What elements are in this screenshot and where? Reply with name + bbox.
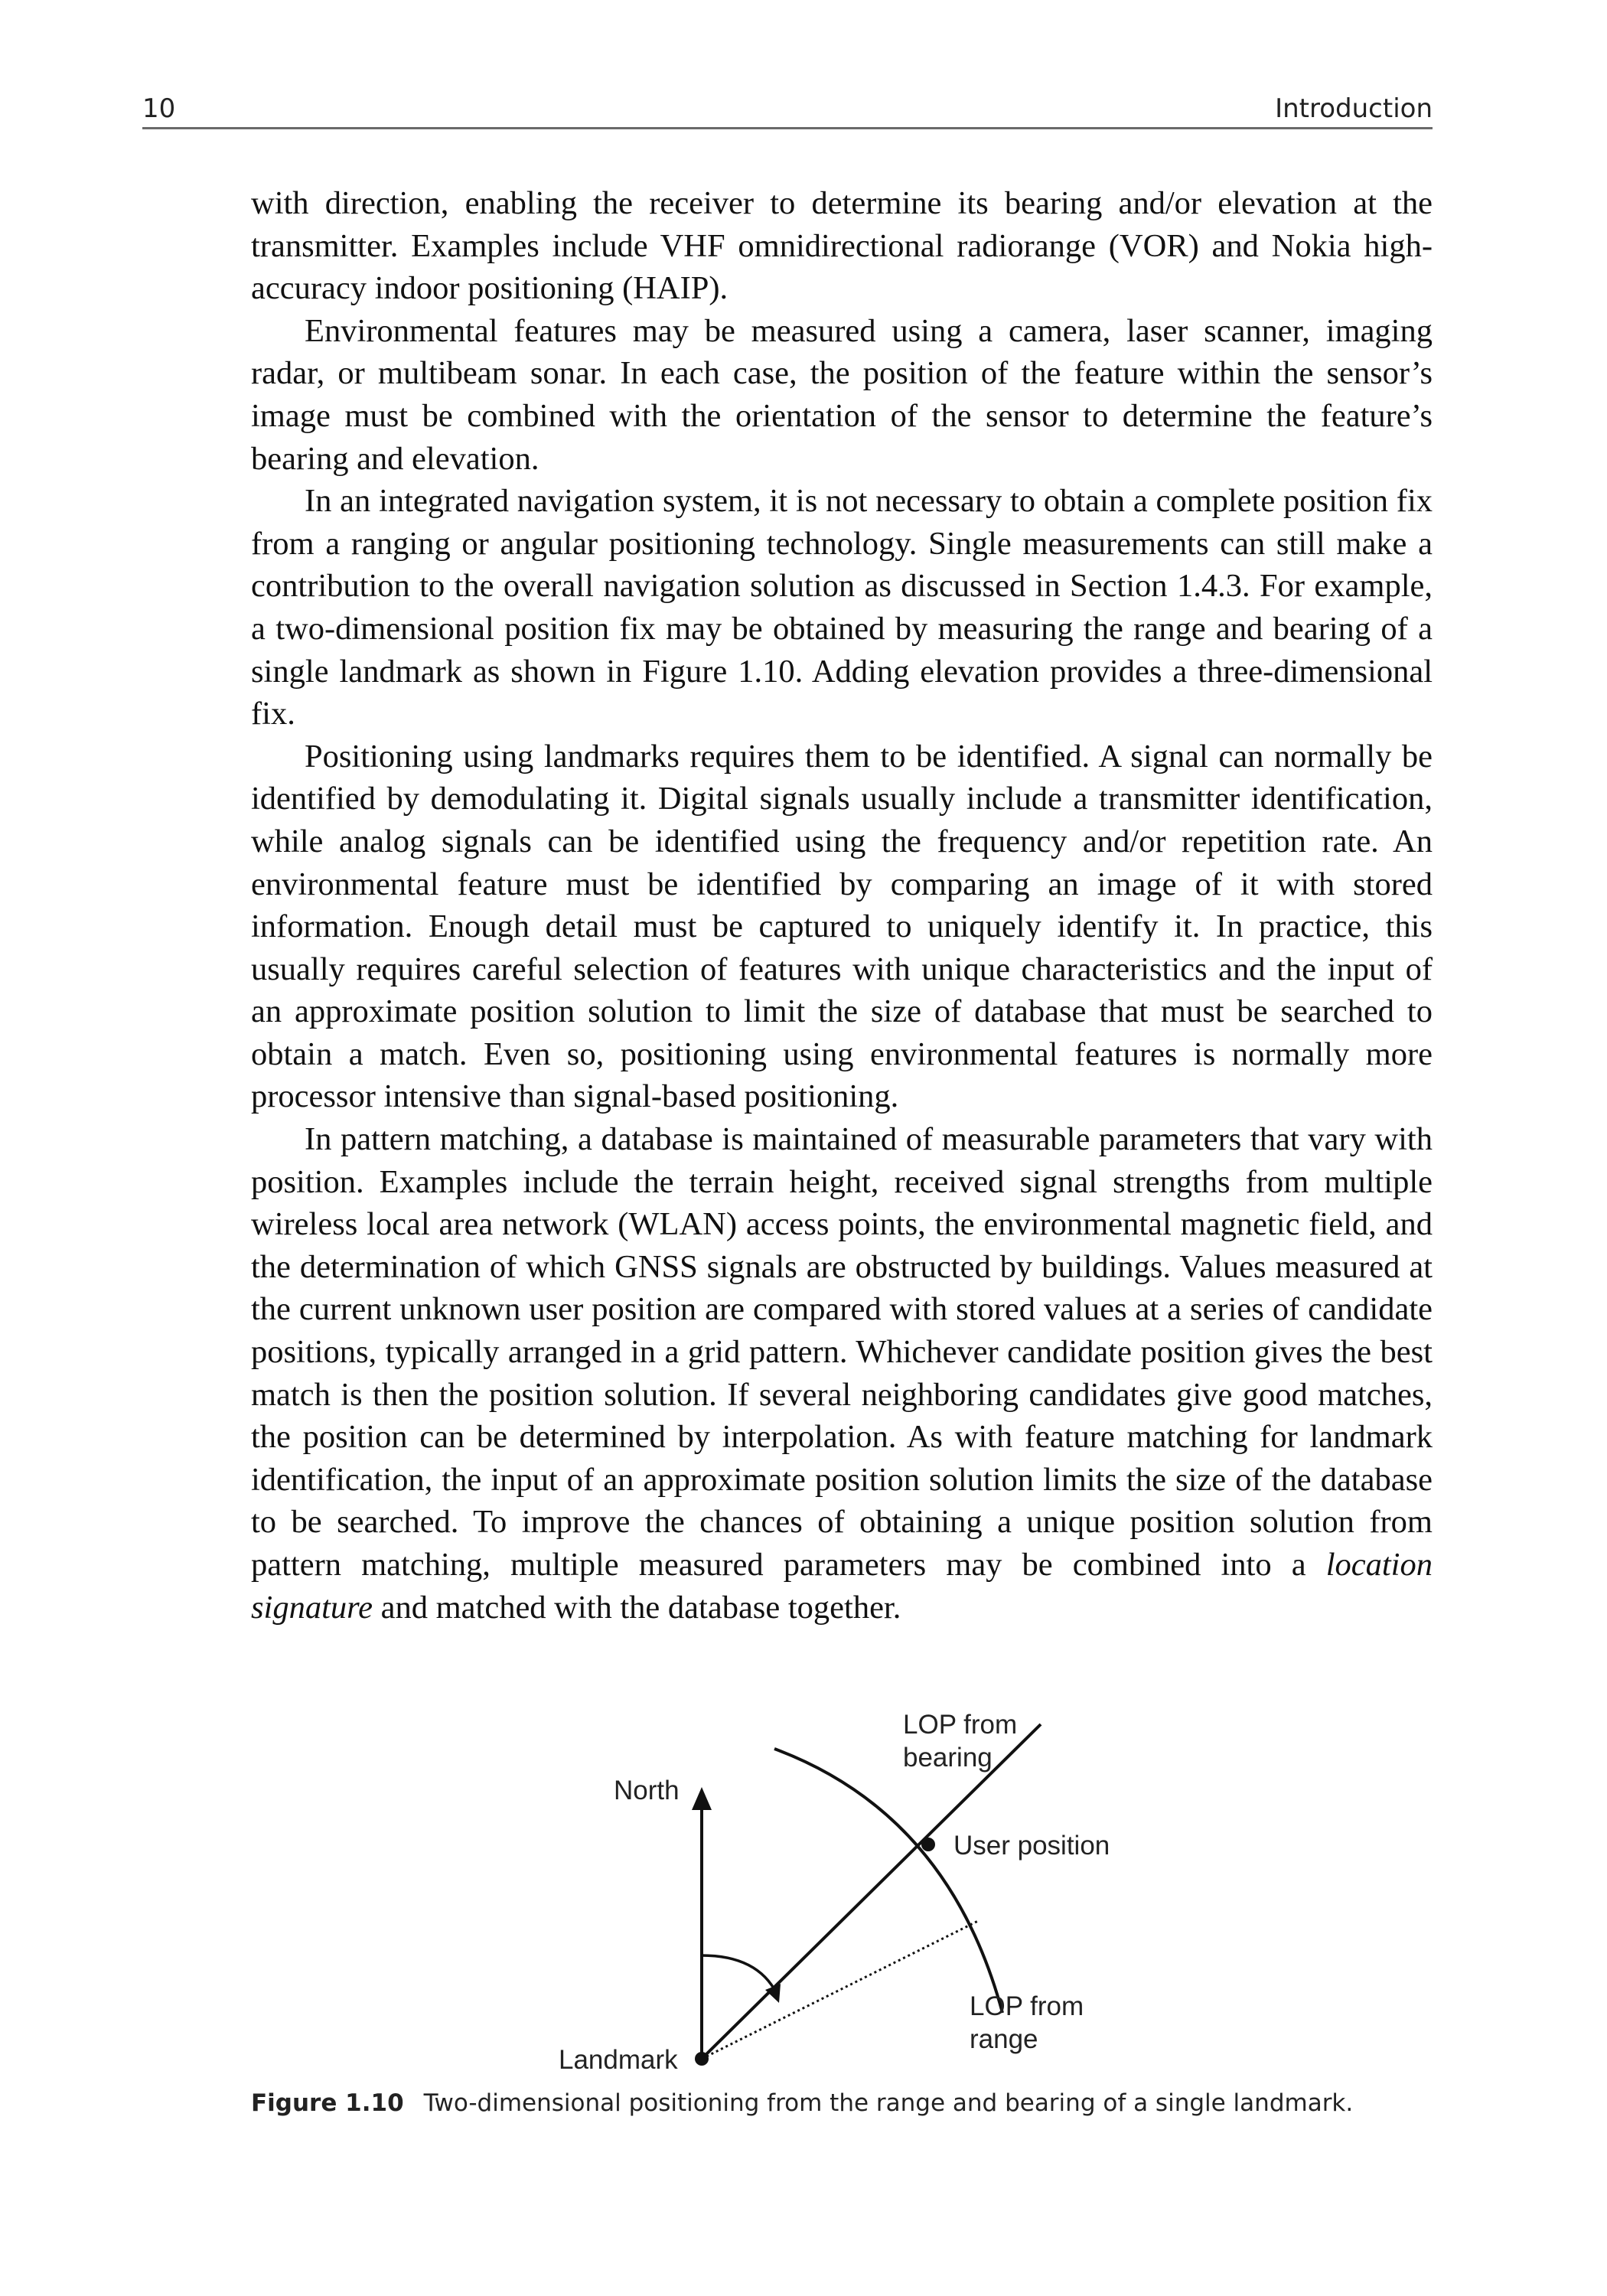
emphasis-location-signature: location signature — [251, 1547, 1433, 1626]
landmark-dot — [695, 2052, 709, 2066]
lop-bearing-label-line2: bearing — [903, 1743, 993, 1773]
paragraph-4: Positioning using landmarks requires them to be identified. A signal can normally be identified by demodulating it. Digital signals usually include a transmitter identification, while analog signals can be identified using the frequency and/or repetition rate. An environmental feature must be identified by comparing an image of it with stored information. Enough detail must be captured to uniquely identify it. In practice, this usually requires careful selection of features with unique characteristics and the input of an approximate position solution to limit the size of database that must be searched to obtain a match. Even so, positioning using environmental features is normally more processor intensive than signal-based positioning. — [251, 738, 1433, 1115]
paragraph-5-end: and matched with the database together. — [380, 1589, 901, 1626]
paragraph-2: Environmental features may be measured using a camera, laser scanner, imaging radar, or multibeam sonar. In each case, the position of the feature within the sensor’s image must be combined with the orientation of the sensor to determine the feature’s bearing and elevation. — [251, 312, 1433, 477]
lop-bearing-label-line1: LOP from — [903, 1710, 1018, 1740]
chapter-title: Introduction — [1275, 93, 1433, 124]
page-number: 10 — [142, 93, 176, 124]
bearing-angle-arc — [702, 1955, 777, 1994]
north-label: North — [614, 1776, 680, 1805]
caption-text: Two-dimensional positioning from the range and bearing of a single landmark. — [423, 2089, 1354, 2117]
figure-caption — [251, 2089, 1433, 2117]
user-position-label: User position — [953, 1831, 1110, 1861]
range-dotted-line — [702, 1921, 978, 2059]
lop-range-label-line1: LOP from — [970, 1991, 1084, 2021]
paragraph-1: with direction, enabling the receiver to determine its bearing and/or elevation at the transmitter. Examples include VHF omnidirectional radiorange (VOR) and Nokia high-accuracy indoor positioning (HAIP). — [251, 185, 1433, 307]
paragraph-3: In an integrated navigation system, it is not necessary to obtain a complete position fix from a ranging or angular positioning technology. Single measurements can still make a contribution to the overall navigation solution as discussed in Section 1.4.3. For example, a two-dimensional position fix may be obtained by measuring the range and bearing of a single landmark as shown in Figure 1.10. Adding elevation provides a three-dimensional fix. — [251, 483, 1433, 732]
user-position-dot — [921, 1838, 935, 1851]
north-arrowhead — [692, 1787, 712, 1810]
lop-range-label-line2: range — [970, 2024, 1038, 2054]
lop-range-arc — [774, 1749, 1002, 2013]
landmark-label: Landmark — [559, 2045, 678, 2075]
paragraph-5-text: In pattern matching, a database is maintained of measurable parameters that vary with position. Examples include the terrain height, received signal strengths from multiple wireless local area network (WLAN) access points, the environmental magnetic field, and the determination of which GNSS signals are obstructed by buildings. Values measured at the current unknown user position are compared with stored values at a series of candidate positions, typically arranged in a grid pattern. Whichever candidate position gives the best match is then the position solution. If several neighboring candidates give good matches, the position can be determined by interpolation. As with feature matching for landmark identification, the input of an approximate position solution limits the size of the database to be searched. To improve the chances of obtaining a unique position solution from pattern matching, multiple measured parameters may be combined into a — [251, 1121, 1433, 1583]
caption-label: Figure 1.10 — [251, 2089, 404, 2117]
